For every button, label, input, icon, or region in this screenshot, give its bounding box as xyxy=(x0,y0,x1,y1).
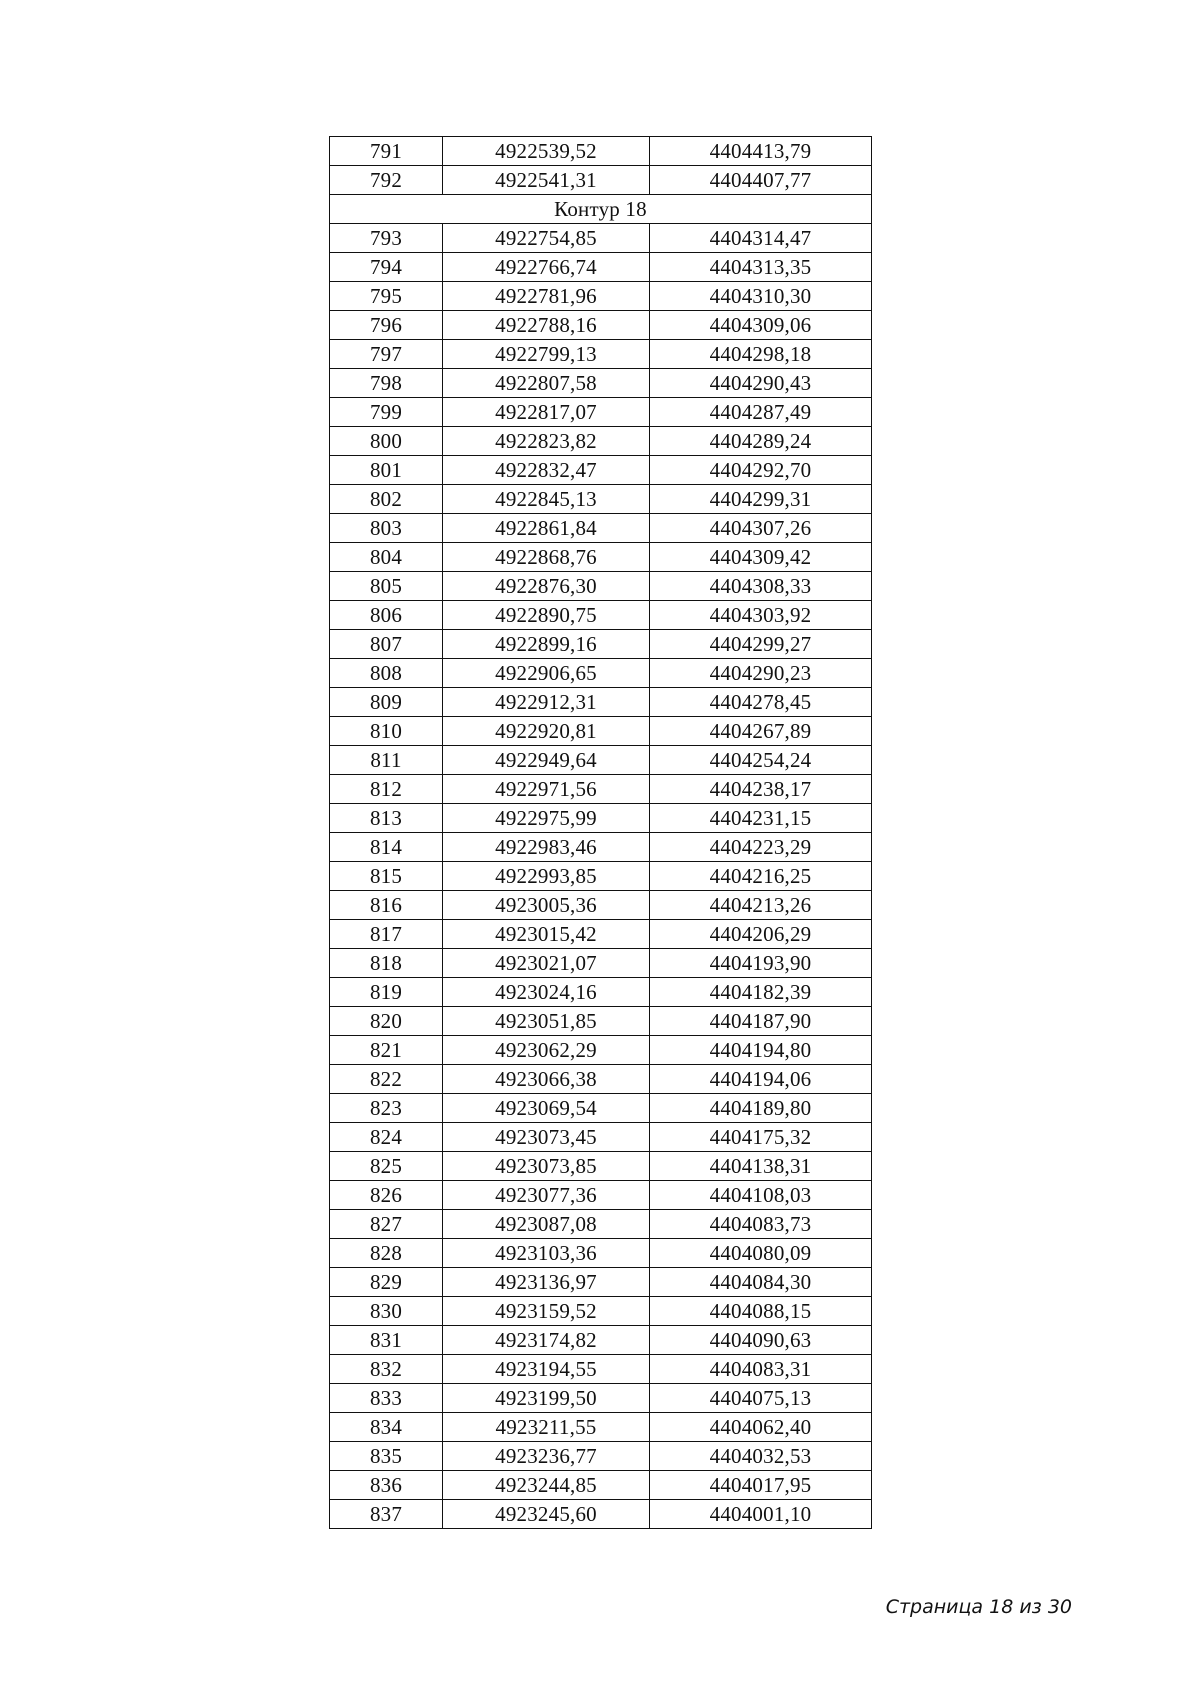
y-coordinate-cell: 4404309,42 xyxy=(650,543,872,572)
y-coordinate-cell: 4404231,15 xyxy=(650,804,872,833)
x-coordinate-cell: 4923051,85 xyxy=(443,1007,650,1036)
x-coordinate-cell: 4922799,13 xyxy=(443,340,650,369)
point-number-cell: 801 xyxy=(330,456,443,485)
table-row xyxy=(330,920,872,949)
point-number-cell: 832 xyxy=(330,1355,443,1384)
y-coordinate-cell: 4404309,06 xyxy=(650,311,872,340)
y-coordinate-cell: 4404254,24 xyxy=(650,746,872,775)
table-row xyxy=(330,369,872,398)
x-coordinate-cell: 4922845,13 xyxy=(443,485,650,514)
table-row xyxy=(330,224,872,253)
y-coordinate-cell: 4404182,39 xyxy=(650,978,872,1007)
y-coordinate-cell: 4404075,13 xyxy=(650,1384,872,1413)
table-row xyxy=(330,630,872,659)
y-coordinate-cell: 4404299,27 xyxy=(650,630,872,659)
point-number-cell: 824 xyxy=(330,1123,443,1152)
point-number-cell: 836 xyxy=(330,1471,443,1500)
x-coordinate-cell: 4923174,82 xyxy=(443,1326,650,1355)
point-number-cell: 811 xyxy=(330,746,443,775)
y-coordinate-cell: 4404032,53 xyxy=(650,1442,872,1471)
x-coordinate-cell: 4923136,97 xyxy=(443,1268,650,1297)
y-coordinate-cell: 4404308,33 xyxy=(650,572,872,601)
x-coordinate-cell: 4923005,36 xyxy=(443,891,650,920)
table-row xyxy=(330,978,872,1007)
table-row xyxy=(330,1384,872,1413)
point-number-cell: 822 xyxy=(330,1065,443,1094)
point-number-cell: 813 xyxy=(330,804,443,833)
x-coordinate-cell: 4922861,84 xyxy=(443,514,650,543)
point-number-cell: 816 xyxy=(330,891,443,920)
table-row xyxy=(330,340,872,369)
point-number-cell: 830 xyxy=(330,1297,443,1326)
section-header-row xyxy=(330,195,872,224)
point-number-cell: 799 xyxy=(330,398,443,427)
table-row xyxy=(330,572,872,601)
table-row xyxy=(330,891,872,920)
point-number-cell: 823 xyxy=(330,1094,443,1123)
x-coordinate-cell: 4923066,38 xyxy=(443,1065,650,1094)
table-row xyxy=(330,1210,872,1239)
table-row xyxy=(330,833,872,862)
point-number-cell: 807 xyxy=(330,630,443,659)
x-coordinate-cell: 4922949,64 xyxy=(443,746,650,775)
point-number-cell: 820 xyxy=(330,1007,443,1036)
y-coordinate-cell: 4404299,31 xyxy=(650,485,872,514)
table-row xyxy=(330,1094,872,1123)
x-coordinate-cell: 4922983,46 xyxy=(443,833,650,862)
point-number-cell: 825 xyxy=(330,1152,443,1181)
table-row xyxy=(330,485,872,514)
point-number-cell: 837 xyxy=(330,1500,443,1529)
y-coordinate-cell: 4404175,32 xyxy=(650,1123,872,1152)
point-number-cell: 791 xyxy=(330,137,443,166)
y-coordinate-cell: 4404290,23 xyxy=(650,659,872,688)
point-number-cell: 831 xyxy=(330,1326,443,1355)
x-coordinate-cell: 4923244,85 xyxy=(443,1471,650,1500)
point-number-cell: 793 xyxy=(330,224,443,253)
point-number-cell: 821 xyxy=(330,1036,443,1065)
point-number-cell: 795 xyxy=(330,282,443,311)
y-coordinate-cell: 4404238,17 xyxy=(650,775,872,804)
table-row xyxy=(330,543,872,572)
table-row xyxy=(330,456,872,485)
rows-after-section xyxy=(330,224,872,1529)
table-row xyxy=(330,862,872,891)
table-row xyxy=(330,1007,872,1036)
table-row xyxy=(330,775,872,804)
y-coordinate-cell: 4404278,45 xyxy=(650,688,872,717)
table-row xyxy=(330,659,872,688)
point-number-cell: 800 xyxy=(330,427,443,456)
y-coordinate-cell: 4404298,18 xyxy=(650,340,872,369)
table-row xyxy=(330,1268,872,1297)
y-coordinate-cell: 4404303,92 xyxy=(650,601,872,630)
y-coordinate-cell: 4404187,90 xyxy=(650,1007,872,1036)
y-coordinate-cell: 4404267,89 xyxy=(650,717,872,746)
y-coordinate-cell: 4404084,30 xyxy=(650,1268,872,1297)
point-number-cell: 815 xyxy=(330,862,443,891)
x-coordinate-cell: 4923069,54 xyxy=(443,1094,650,1123)
point-number-cell: 835 xyxy=(330,1442,443,1471)
point-number-cell: 812 xyxy=(330,775,443,804)
page-number-footer: Страница 18 из 30 xyxy=(885,1596,1072,1618)
point-number-cell: 828 xyxy=(330,1239,443,1268)
table-row xyxy=(330,311,872,340)
table-row xyxy=(330,601,872,630)
x-coordinate-cell: 4923073,85 xyxy=(443,1152,650,1181)
x-coordinate-cell: 4922920,81 xyxy=(443,717,650,746)
table-row xyxy=(330,717,872,746)
x-coordinate-cell: 4922868,76 xyxy=(443,543,650,572)
section-header-group xyxy=(330,195,872,224)
point-number-cell: 804 xyxy=(330,543,443,572)
x-coordinate-cell: 4922788,16 xyxy=(443,311,650,340)
table-row xyxy=(330,166,872,195)
y-coordinate-cell: 4404194,80 xyxy=(650,1036,872,1065)
y-coordinate-cell: 4404310,30 xyxy=(650,282,872,311)
y-coordinate-cell: 4404088,15 xyxy=(650,1297,872,1326)
point-number-cell: 810 xyxy=(330,717,443,746)
y-coordinate-cell: 4404307,26 xyxy=(650,514,872,543)
point-number-cell: 805 xyxy=(330,572,443,601)
x-coordinate-cell: 4923199,50 xyxy=(443,1384,650,1413)
point-number-cell: 826 xyxy=(330,1181,443,1210)
table-row xyxy=(330,1413,872,1442)
table-row xyxy=(330,427,872,456)
table-row xyxy=(330,514,872,543)
x-coordinate-cell: 4922832,47 xyxy=(443,456,650,485)
table-row xyxy=(330,1326,872,1355)
x-coordinate-cell: 4922541,31 xyxy=(443,166,650,195)
x-coordinate-cell: 4923245,60 xyxy=(443,1500,650,1529)
point-number-cell: 829 xyxy=(330,1268,443,1297)
point-number-cell: 803 xyxy=(330,514,443,543)
x-coordinate-cell: 4922971,56 xyxy=(443,775,650,804)
table-row xyxy=(330,746,872,775)
x-coordinate-cell: 4922912,31 xyxy=(443,688,650,717)
y-coordinate-cell: 4404083,31 xyxy=(650,1355,872,1384)
point-number-cell: 802 xyxy=(330,485,443,514)
table-row xyxy=(330,1355,872,1384)
x-coordinate-cell: 4922807,58 xyxy=(443,369,650,398)
x-coordinate-cell: 4922890,75 xyxy=(443,601,650,630)
table-row xyxy=(330,1181,872,1210)
point-number-cell: 796 xyxy=(330,311,443,340)
y-coordinate-cell: 4404287,49 xyxy=(650,398,872,427)
rows-before-section xyxy=(330,137,872,195)
table-row xyxy=(330,282,872,311)
point-number-cell: 819 xyxy=(330,978,443,1007)
y-coordinate-cell: 4404292,70 xyxy=(650,456,872,485)
y-coordinate-cell: 4404017,95 xyxy=(650,1471,872,1500)
x-coordinate-cell: 4923073,45 xyxy=(443,1123,650,1152)
y-coordinate-cell: 4404062,40 xyxy=(650,1413,872,1442)
y-coordinate-cell: 4404108,03 xyxy=(650,1181,872,1210)
y-coordinate-cell: 4404289,24 xyxy=(650,427,872,456)
point-number-cell: 817 xyxy=(330,920,443,949)
point-number-cell: 806 xyxy=(330,601,443,630)
y-coordinate-cell: 4404314,47 xyxy=(650,224,872,253)
point-number-cell: 808 xyxy=(330,659,443,688)
point-number-cell: 833 xyxy=(330,1384,443,1413)
y-coordinate-cell: 4404001,10 xyxy=(650,1500,872,1529)
x-coordinate-cell: 4922781,96 xyxy=(443,282,650,311)
y-coordinate-cell: 4404407,77 xyxy=(650,166,872,195)
y-coordinate-cell: 4404313,35 xyxy=(650,253,872,282)
point-number-cell: 792 xyxy=(330,166,443,195)
table-row xyxy=(330,1036,872,1065)
table-row xyxy=(330,1152,872,1181)
point-number-cell: 794 xyxy=(330,253,443,282)
point-number-cell: 834 xyxy=(330,1413,443,1442)
y-coordinate-cell: 4404194,06 xyxy=(650,1065,872,1094)
coordinates-table xyxy=(329,136,872,1529)
point-number-cell: 797 xyxy=(330,340,443,369)
x-coordinate-cell: 4923103,36 xyxy=(443,1239,650,1268)
y-coordinate-cell: 4404083,73 xyxy=(650,1210,872,1239)
y-coordinate-cell: 4404206,29 xyxy=(650,920,872,949)
x-coordinate-cell: 4923087,08 xyxy=(443,1210,650,1239)
table-row xyxy=(330,1239,872,1268)
x-coordinate-cell: 4922754,85 xyxy=(443,224,650,253)
table-row xyxy=(330,398,872,427)
x-coordinate-cell: 4923077,36 xyxy=(443,1181,650,1210)
x-coordinate-cell: 4922539,52 xyxy=(443,137,650,166)
x-coordinate-cell: 4922906,65 xyxy=(443,659,650,688)
y-coordinate-cell: 4404080,09 xyxy=(650,1239,872,1268)
y-coordinate-cell: 4404223,29 xyxy=(650,833,872,862)
section-title: Контур 18 xyxy=(330,195,872,224)
table-row xyxy=(330,804,872,833)
point-number-cell: 827 xyxy=(330,1210,443,1239)
x-coordinate-cell: 4922876,30 xyxy=(443,572,650,601)
x-coordinate-cell: 4922899,16 xyxy=(443,630,650,659)
table-row xyxy=(330,688,872,717)
x-coordinate-cell: 4922993,85 xyxy=(443,862,650,891)
x-coordinate-cell: 4923024,16 xyxy=(443,978,650,1007)
table-row xyxy=(330,1500,872,1529)
x-coordinate-cell: 4923236,77 xyxy=(443,1442,650,1471)
x-coordinate-cell: 4923062,29 xyxy=(443,1036,650,1065)
y-coordinate-cell: 4404290,43 xyxy=(650,369,872,398)
table-row xyxy=(330,137,872,166)
table-row xyxy=(330,1065,872,1094)
point-number-cell: 814 xyxy=(330,833,443,862)
y-coordinate-cell: 4404138,31 xyxy=(650,1152,872,1181)
x-coordinate-cell: 4923021,07 xyxy=(443,949,650,978)
x-coordinate-cell: 4923211,55 xyxy=(443,1413,650,1442)
y-coordinate-cell: 4404193,90 xyxy=(650,949,872,978)
x-coordinate-cell: 4923159,52 xyxy=(443,1297,650,1326)
table-row xyxy=(330,949,872,978)
table-row xyxy=(330,1471,872,1500)
y-coordinate-cell: 4404213,26 xyxy=(650,891,872,920)
x-coordinate-cell: 4922823,82 xyxy=(443,427,650,456)
point-number-cell: 809 xyxy=(330,688,443,717)
y-coordinate-cell: 4404216,25 xyxy=(650,862,872,891)
point-number-cell: 818 xyxy=(330,949,443,978)
x-coordinate-cell: 4922817,07 xyxy=(443,398,650,427)
x-coordinate-cell: 4922975,99 xyxy=(443,804,650,833)
x-coordinate-cell: 4923015,42 xyxy=(443,920,650,949)
y-coordinate-cell: 4404189,80 xyxy=(650,1094,872,1123)
x-coordinate-cell: 4923194,55 xyxy=(443,1355,650,1384)
y-coordinate-cell: 4404090,63 xyxy=(650,1326,872,1355)
point-number-cell: 798 xyxy=(330,369,443,398)
y-coordinate-cell: 4404413,79 xyxy=(650,137,872,166)
x-coordinate-cell: 4922766,74 xyxy=(443,253,650,282)
table-row xyxy=(330,1442,872,1471)
table-row xyxy=(330,253,872,282)
table-row xyxy=(330,1297,872,1326)
table-row xyxy=(330,1123,872,1152)
